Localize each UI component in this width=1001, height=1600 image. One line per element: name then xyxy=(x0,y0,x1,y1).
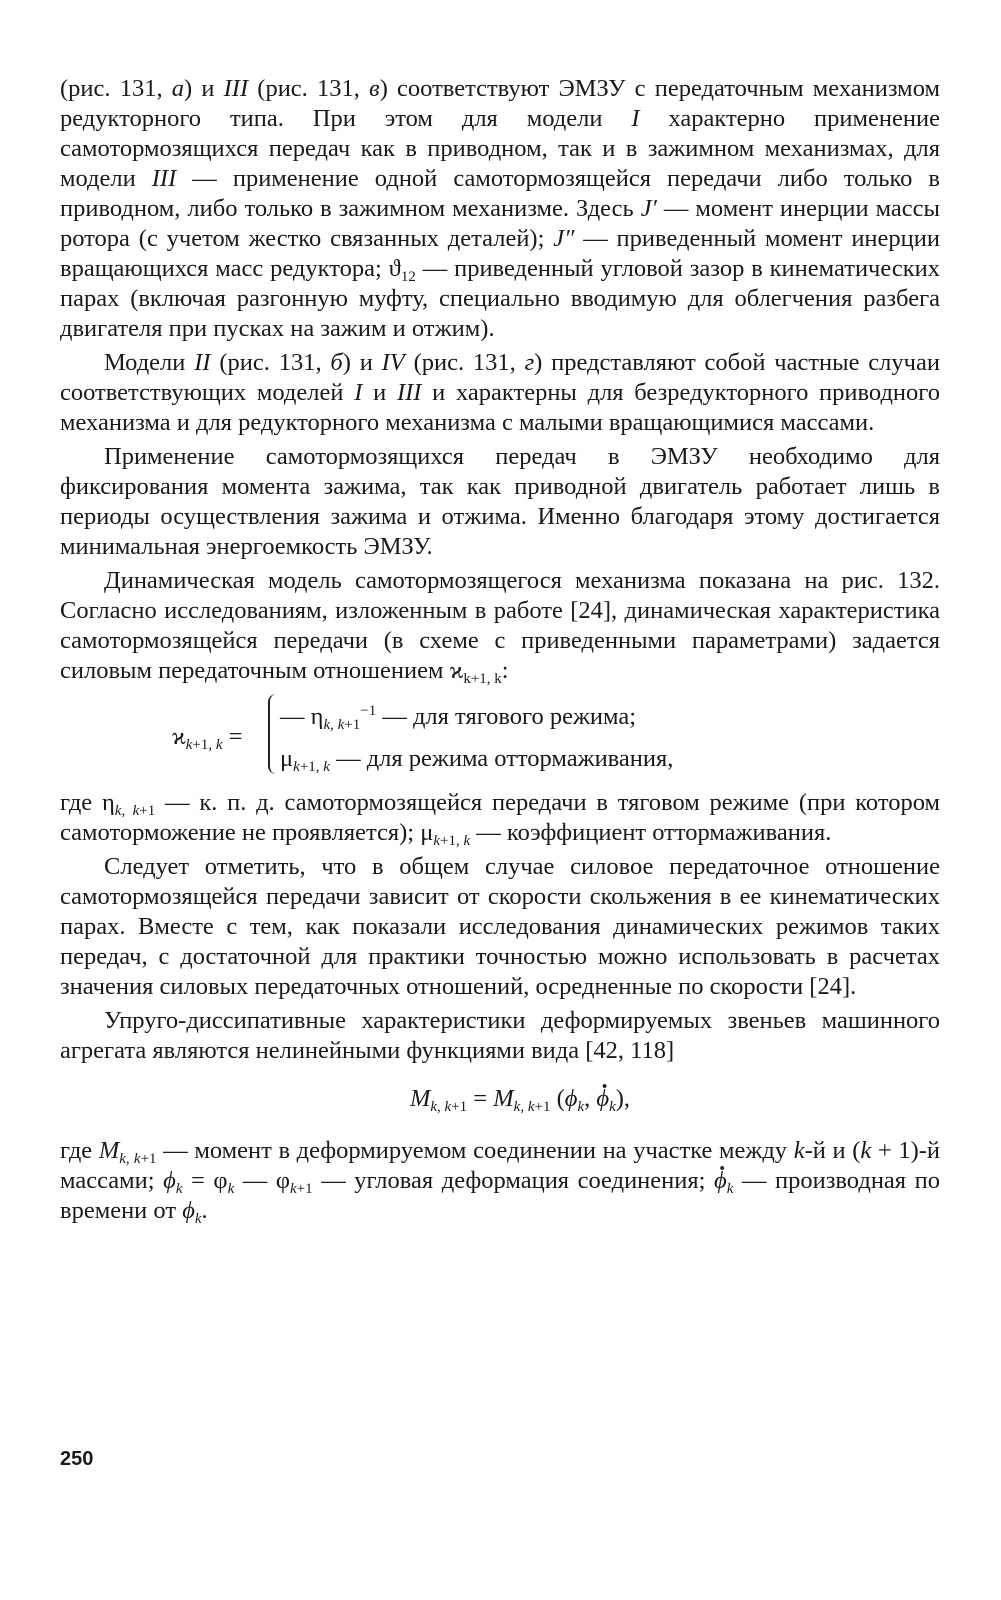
paragraph-2: Модели II (рис. 131, б) и IV (рис. 131, г) представляют собой частные случаи соответствующих моделей I и III и характерны для безредукторного приводного механизма и для редукторного механизма с малыми вращающимися массами. xyxy=(60,349,940,436)
page-body xyxy=(60,74,940,1226)
paragraph-6: Следует отметить, что в общем случае силовое передаточное отношение самотормозящейся передачи зависит от скорости скольжения в ее кинематических парах. Вместе с тем, как показали исследования динамических режимов таких передач, с достаточной для практики точностью можно использовать в расчетах значения силовых передаточных отношений, осредненные по скорости [24]. xyxy=(60,853,940,1000)
paragraph-3: Применение самотормозящихся передач в ЭМЗУ необходимо для фиксирования момента зажима, так как приводной двигатель работает лишь в периоды осуществления зажима и отжима. Именно благодаря этому достигается минимальная энергоемкость ЭМЗУ. xyxy=(60,443,940,560)
formula-transfer-ratio xyxy=(60,692,940,780)
formula-case-release: $\mu_{k+1, k}$ — для режима оттормаживания, xyxy=(280,745,674,775)
paragraph-5: где $\eta_{k, k+1}$ — к. п. д. самотормозящейся передачи в тяговом режиме (при котором самоторможение не проявляется); $\mu_{k+1, k}$ — коэффициент оттормаживания. xyxy=(60,789,941,849)
paragraph-8: где $M_{k, k+1}$ — момент в деформируемом соединении на участке между k-й и (k + 1)-й массами; $\phi_k = \varphi_k$ — $\varphi_{k+1}$ — угловая деформация соединения; . $\phi_k$ — производная по времени от $\phi_k$. xyxy=(60,1136,940,1226)
paragraph-7: Упруго-диссипативные характеристики деформируемых звеньев машинного агрегата являются нелинейными функциями вида [42, 118] xyxy=(60,1007,940,1064)
formula-case-traction: — $\eta_{k, k+1}^{-1}$ — для тягового режима; xyxy=(280,703,637,733)
page-number: 250 xyxy=(60,1448,94,1470)
curly-brace xyxy=(268,694,280,774)
formula-elastic-moment: $M_{k, k+1} = M_{k, k+1}$ ($\phi_k$, . $\phi_k$), xyxy=(60,1084,940,1114)
paragraph-1: (рис. 131, а) и III (рис. 131, в) соответствуют ЭМЗУ с передаточным механизмом редукторного типа. При этом для модели I характерно применение самотормозящихся передач как в приводном, так и в зажимном механизмах, для модели III — применение одной самотормозящейся передачи либо только в приводном, либо только в зажимном механизме. Здесь J′ — момент инерции массы ротора (с учетом жестко связанных деталей); J″ — приведенный момент инерции вращающихся масс редуктора; $ϑ_{12}$ — приведенный угловой зазор в кинематических парах (включая разгонную муфту, специально вводимую для облегчения разбега двигателя при пусках на зажим и отжим). xyxy=(60,75,941,342)
paragraph-4: Динамическая модель самотормозящегося механизма показана на рис. 132. Согласно исследованиям, изложенным в работе [24], динамическая характеристика самотормозящейся передачи (в схеме с приведенными параметрами) задается силовым передаточным отношением $ϰ_{k+1, k}$: xyxy=(60,567,940,687)
formula-lhs: $ϰ_{k+1, k}$ = xyxy=(172,723,243,753)
